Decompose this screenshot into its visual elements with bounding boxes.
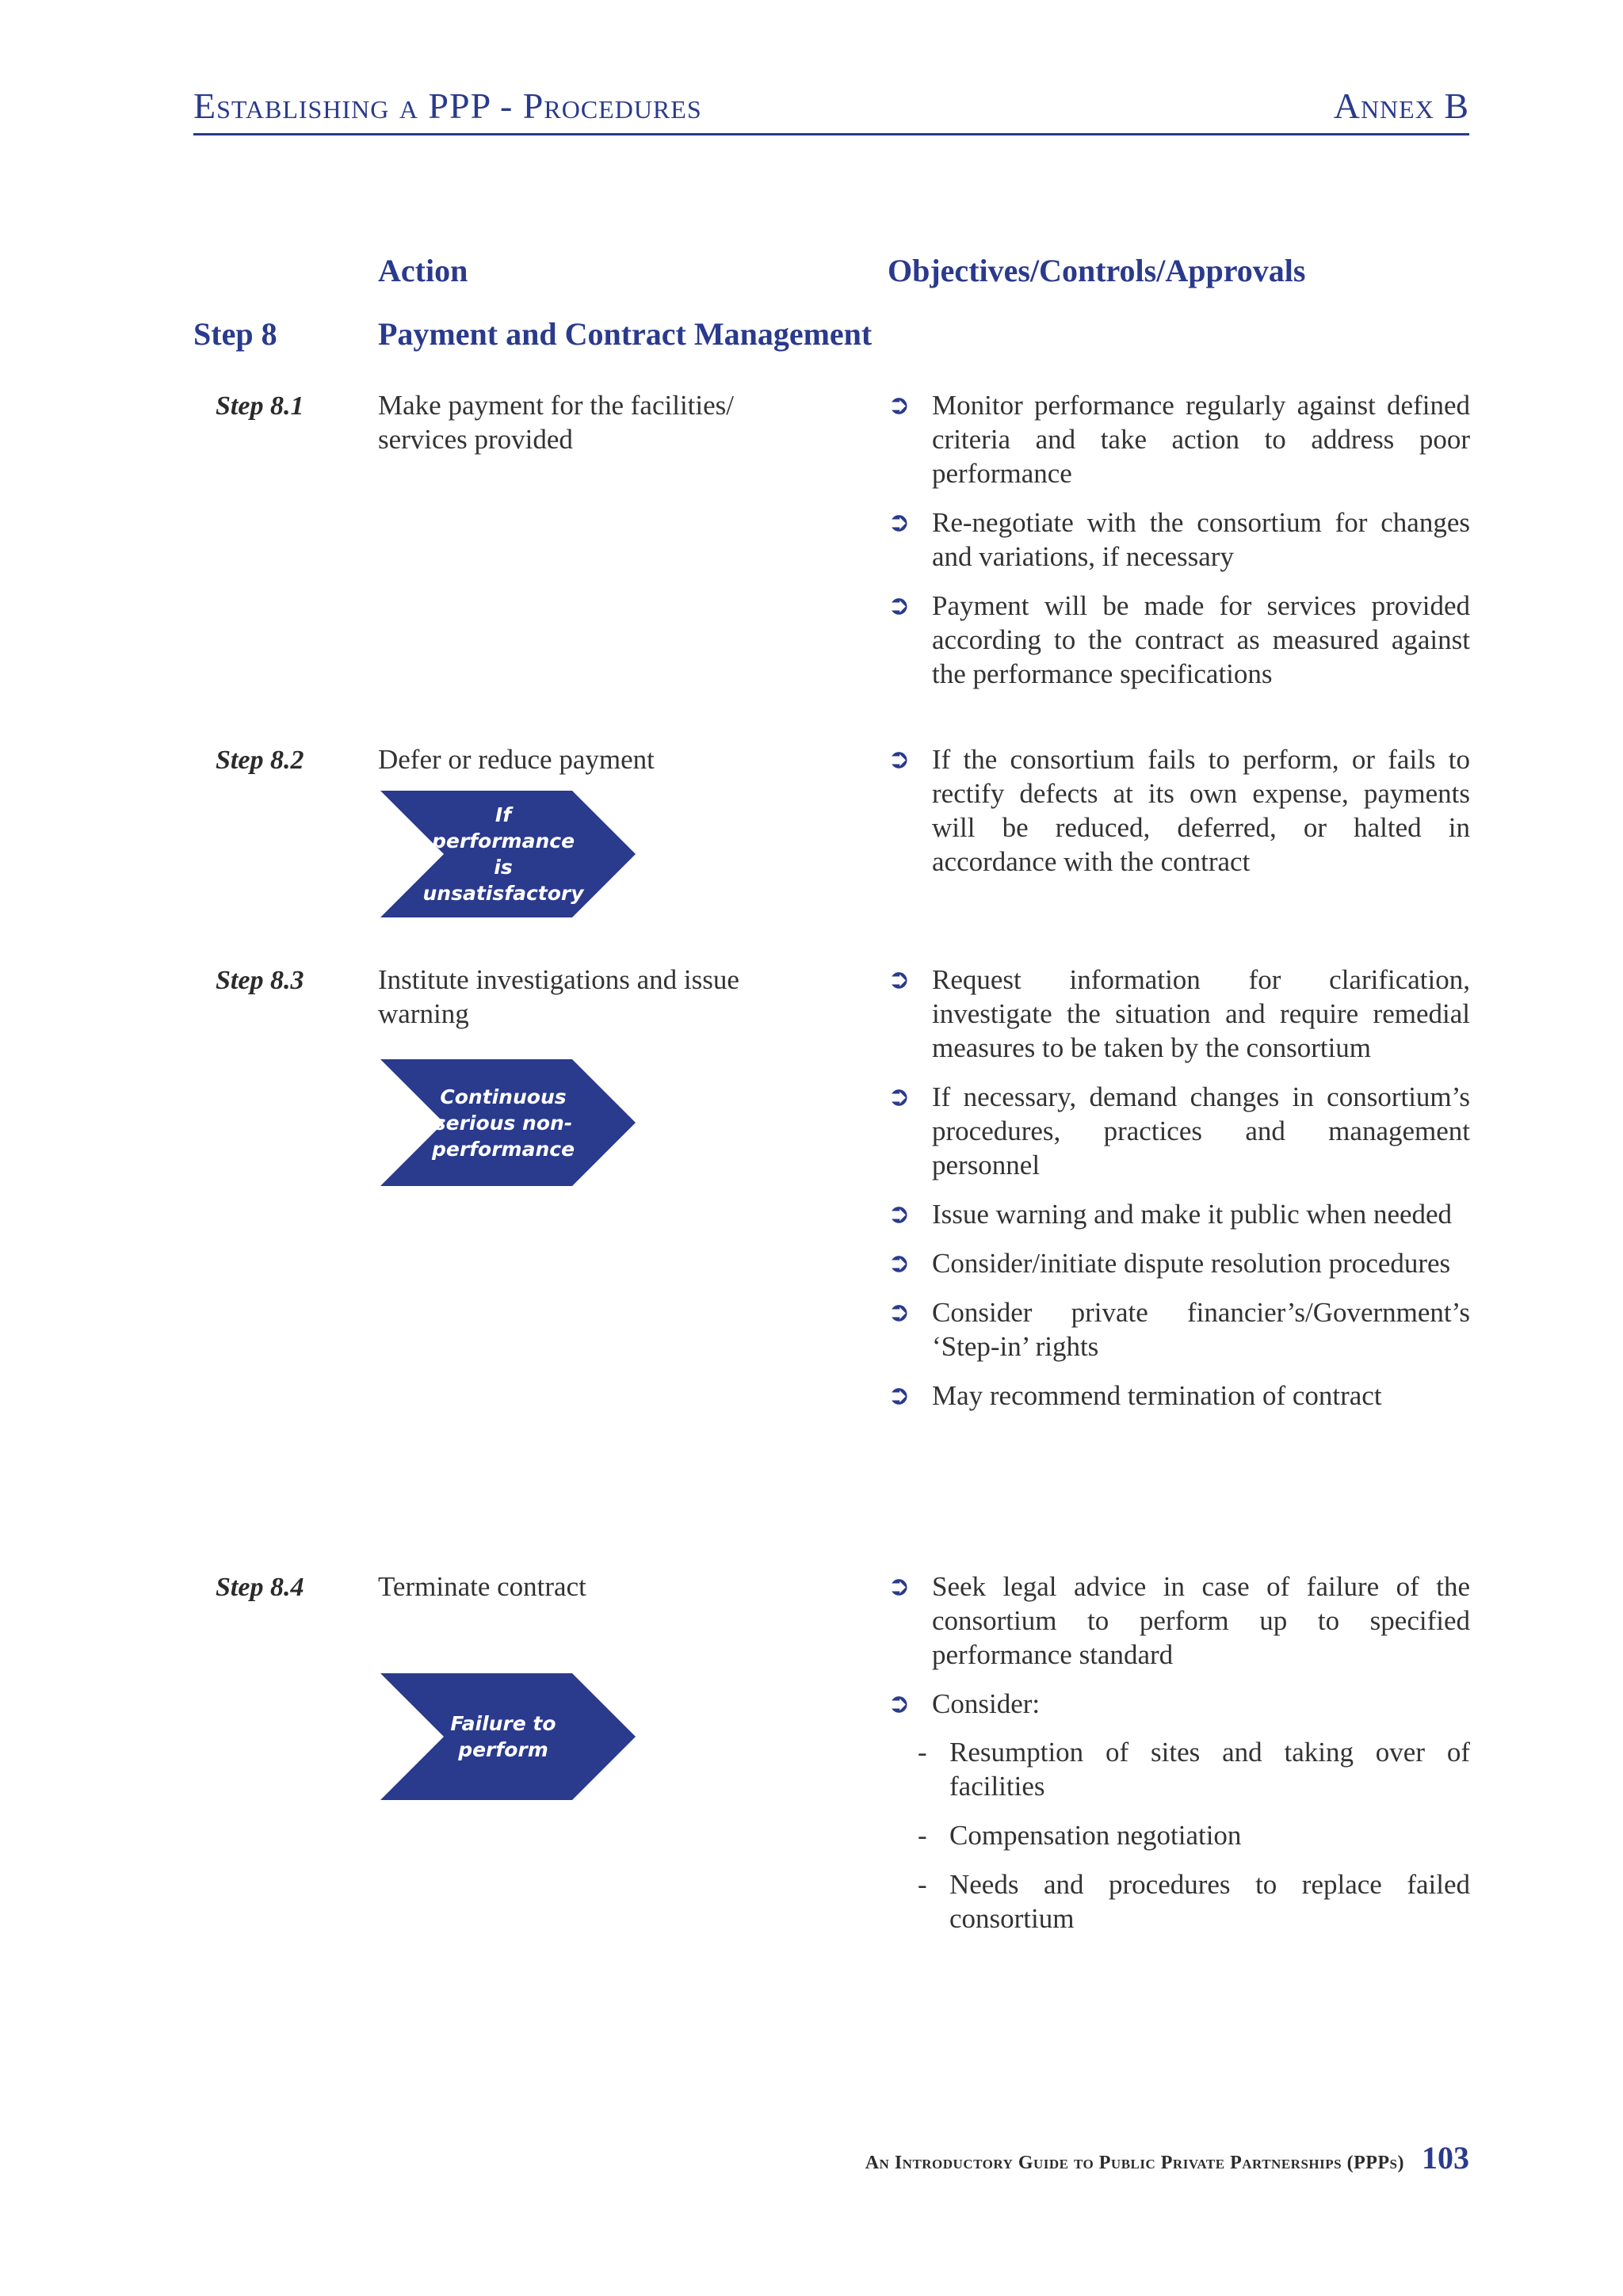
list-item: ➲ Consider: - Resumption of sites and taking over of facilities - Compensation negotiation - Needs and procedures to replace failed consortium [888,1688,1470,1934]
list-item: ➲ Issue warning and make it public when needed [888,1198,1453,1230]
list-item: ➲ Monitor performance regularly against defined criteria and take action to address poor performance [888,389,1470,489]
arrow-bullet-icon: ➲ [888,1081,911,1112]
sub-list-item: - Compensation negotiation [918,1820,1242,1851]
chevron-label: Failure to perform [450,1712,556,1761]
step-title: Payment and Contract Management [378,316,873,352]
step-8-2-objectives [888,742,1470,894]
list-item: ➲ Re-negotiate with the consortium for changes and variations, if necessary [888,506,1470,572]
condition-chevron-8-2 [380,791,636,917]
step-8-4-label: Step 8.4 [216,1573,304,1602]
column-header-action: Action [378,253,468,288]
step-8-3-objectives [888,963,1470,1428]
step-8-3-action: Institute investigations and issue warning [378,964,739,1029]
list-item: ➲ Payment will be made for services provided according to the contract as measured against the performance specifications [888,589,1470,689]
list-item: ➲ Consider private financier’s/Government’s ‘Step-in’ rights [888,1296,1470,1362]
page-header [193,79,1469,135]
page-footer [865,2139,1469,2176]
arrow-bullet-icon: ➲ [888,589,911,621]
step-8-1-label: Step 8.1 [216,391,304,421]
footer-title: An Introductory Guide to Public Private Partnerships (PPPs) [865,2153,1404,2173]
list-item: ➲ If necessary, demand changes in consortium’s procedures, practices and management personnel [888,1081,1470,1180]
sub-list-item: - Resumption of sites and taking over of facilities [918,1737,1470,1802]
step-label: Step 8 [193,316,277,352]
sub-list-item: - Needs and procedures to replace failed consortium [918,1869,1470,1934]
arrow-bullet-icon: ➲ [888,1570,911,1602]
arrow-bullet-icon: ➲ [888,1688,911,1719]
step-8-2-label: Step 8.2 [216,746,304,775]
arrow-bullet-icon: ➲ [888,1247,911,1279]
arrow-bullet-icon: ➲ [888,389,911,421]
step-8-4-action: Terminate contract [378,1571,586,1602]
list-item: ➲ Request information for clarification, investigate the situation and require remedial measures to be taken by the consortium [888,963,1470,1063]
arrow-bullet-icon: ➲ [888,506,911,538]
arrow-bullet-icon: ➲ [888,1379,911,1411]
sub-list [918,1735,1470,1936]
list-item: ➲ Seek legal advice in case of failure of the consortium to perform up to specified performance standard [888,1570,1470,1670]
list-item: ➲ May recommend termination of contract [888,1379,1382,1411]
step-8-1-objectives [888,388,1470,706]
column-header-objectives: Objectives/Controls/Approvals [888,253,1306,288]
step-8-3-label: Step 8.3 [216,966,304,995]
arrow-bullet-icon: ➲ [888,963,911,995]
step-8-2-action: Defer or reduce payment [378,744,655,775]
arrow-bullet-icon: ➲ [888,1296,911,1328]
condition-chevron-8-3 [380,1059,636,1186]
condition-chevron-8-4 [380,1673,636,1800]
list-item: ➲ If the consortium fails to perform, or fails to rectify defects at its own expense, payments will be reduced, deferred, or halted in accordance with the contract [888,743,1470,877]
list-item: ➲ Consider/initiate dispute resolution procedures [888,1247,1451,1279]
step-8-1-action: Make payment for the facilities/ services provided [378,390,735,455]
header-annex: Annex B [1333,86,1469,126]
page-number: 103 [1422,2140,1469,2176]
chevron-label: Continuous serious non-performance [431,1085,575,1161]
arrow-bullet-icon: ➲ [888,1198,911,1230]
step-8-4-objectives [888,1569,1470,1951]
arrow-bullet-icon: ➲ [888,743,911,775]
header-title: Establishing a PPP - Procedures [193,86,702,126]
chevron-label: If performance is unsatisfactory [422,803,584,905]
